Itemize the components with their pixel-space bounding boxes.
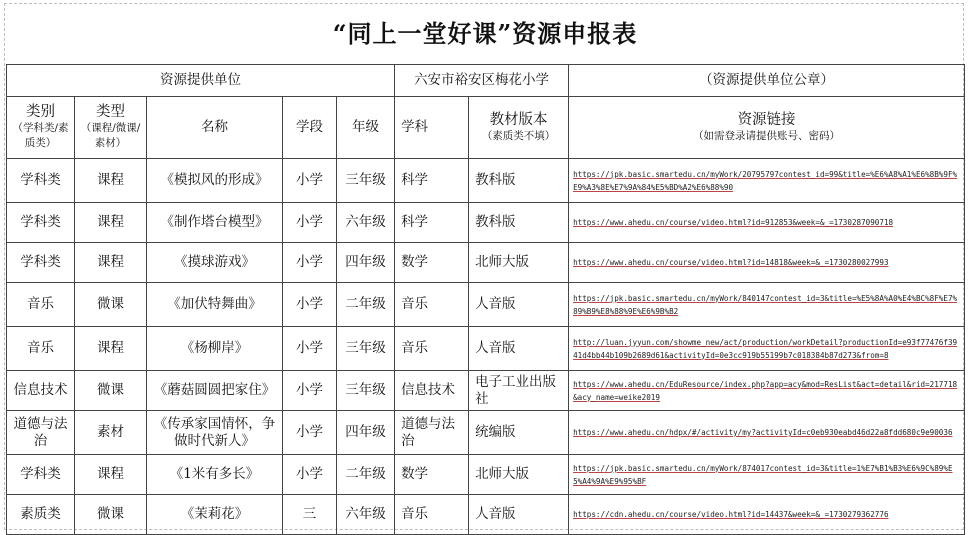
cell-category: 信息技术 — [7, 371, 75, 411]
table-row — [7, 411, 965, 455]
col-grade: 年级 — [337, 97, 395, 159]
cell-category: 素质类 — [7, 495, 75, 535]
cell-subject: 音乐 — [395, 495, 469, 535]
cell-category: 学科类 — [7, 159, 75, 203]
cell-stage: 小学 — [283, 455, 337, 495]
provider-label: 资源提供单位 — [7, 65, 395, 97]
cell-edition: 教科版 — [469, 203, 569, 243]
table-row — [7, 159, 965, 203]
form-title: “同上一堂好课”资源申报表 — [332, 19, 638, 48]
resource-link[interactable] — [569, 283, 965, 327]
col-type: 类型 （课程/微课/素材） — [75, 97, 147, 159]
cell-edition: 北师大版 — [469, 455, 569, 495]
cell-name: 《茉莉花》 — [147, 495, 283, 535]
cell-type: 微课 — [75, 283, 147, 327]
cell-stage: 小学 — [283, 203, 337, 243]
cell-stage: 小学 — [283, 243, 337, 283]
resource-link-text[interactable]: https://www.ahedu.cn/course/video.html?id=14818&week=&_=1730280027993 — [573, 258, 889, 267]
cell-type: 微课 — [75, 371, 147, 411]
cell-edition: 北师大版 — [469, 243, 569, 283]
table-row — [7, 327, 965, 371]
cell-grade: 三年级 — [337, 371, 395, 411]
resource-link-text[interactable]: https://www.ahedu.cn/EduResource/index.php?app=acy&mod=ResList&act=detail&rid=217718&acy_name=weike2019 — [573, 379, 958, 402]
table-row — [7, 371, 965, 411]
cell-name: 《杨柳岸》 — [147, 327, 283, 371]
resource-link-text[interactable]: https://jpk.basic.smartedu.cn/myWork/840147contest_id=3&title=%E5%8A%A0%E4%BC%8F%E7%89%B9%E8%88%9E%E6%9B%B2 — [573, 293, 958, 316]
column-header-row — [7, 97, 965, 159]
resource-link-text[interactable]: https://cdn.ahedu.cn/course/video.html?id=14437&week=&_=1730279362776 — [573, 510, 889, 519]
seal-note: （资源提供单位公章） — [569, 65, 965, 97]
cell-type: 课程 — [75, 243, 147, 283]
cell-stage: 小学 — [283, 283, 337, 327]
cell-grade: 三年级 — [337, 327, 395, 371]
cell-subject: 音乐 — [395, 327, 469, 371]
cell-subject: 信息技术 — [395, 371, 469, 411]
cell-stage: 小学 — [283, 371, 337, 411]
cell-name: 《蘑菇圆圆把家住》 — [147, 371, 283, 411]
cell-edition: 人音版 — [469, 495, 569, 535]
cell-name: 《1米有多长》 — [147, 455, 283, 495]
cell-category: 音乐 — [7, 327, 75, 371]
table-row — [7, 495, 965, 535]
cell-type: 课程 — [75, 455, 147, 495]
cell-grade: 六年级 — [337, 495, 395, 535]
cell-stage: 小学 — [283, 411, 337, 455]
cell-subject: 科学 — [395, 159, 469, 203]
cell-name: 《模拟风的形成》 — [147, 159, 283, 203]
data-rows — [7, 159, 965, 535]
cell-grade: 三年级 — [337, 159, 395, 203]
resource-link[interactable] — [569, 327, 965, 371]
cell-stage: 三 — [283, 495, 337, 535]
resource-link[interactable] — [569, 371, 965, 411]
cell-category: 学科类 — [7, 455, 75, 495]
cell-name: 《摸球游戏》 — [147, 243, 283, 283]
cell-type: 微课 — [75, 495, 147, 535]
cell-category: 音乐 — [7, 283, 75, 327]
resource-link[interactable] — [569, 159, 965, 203]
col-link: 资源链接 （如需登录请提供账号、密码） — [569, 97, 965, 159]
provider-value: 六安市裕安区梅花小学 — [395, 65, 569, 97]
resource-link-text[interactable]: https://www.ahedu.cn/hdpx/#/activity/my?activityId=c0eb930eabd46d22a8fdd680c9e90036 — [573, 428, 953, 437]
resource-table — [6, 64, 965, 535]
cell-edition: 人音版 — [469, 283, 569, 327]
col-name: 名称 — [147, 97, 283, 159]
cell-edition: 统编版 — [469, 411, 569, 455]
table-row — [7, 203, 965, 243]
cell-grade: 四年级 — [337, 243, 395, 283]
resource-link[interactable] — [569, 243, 965, 283]
cell-grade: 六年级 — [337, 203, 395, 243]
cell-category: 道德与法治 — [7, 411, 75, 455]
cell-name: 《加伏特舞曲》 — [147, 283, 283, 327]
cell-type: 课程 — [75, 327, 147, 371]
cell-subject: 科学 — [395, 203, 469, 243]
resource-link[interactable] — [569, 455, 965, 495]
cell-subject: 数学 — [395, 243, 469, 283]
cell-grade: 二年级 — [337, 283, 395, 327]
col-edition: 教材版本 （素质类不填） — [469, 97, 569, 159]
resource-link-text[interactable]: http://luan.jyyun.com/showme_new/act/production/workDetail?productionId=e93f77476f3941d4bb44b109b2689d61&activityId=0e3cc919b55199b7c018384b87d273&from=8 — [573, 337, 958, 360]
cell-grade: 四年级 — [337, 411, 395, 455]
cell-category: 学科类 — [7, 243, 75, 283]
resource-link[interactable] — [569, 203, 965, 243]
resource-link-text[interactable]: https://www.ahedu.cn/course/video.html?id=912853&week=&_=1730287090718 — [573, 218, 894, 227]
col-stage: 学段 — [283, 97, 337, 159]
cell-name: 《传承家国情怀，争做时代新人》 — [147, 411, 283, 455]
cell-name: 《制作塔台模型》 — [147, 203, 283, 243]
cell-subject: 道德与法治 — [395, 411, 469, 455]
col-subject: 学科 — [395, 97, 469, 159]
table-row — [7, 455, 965, 495]
table-row — [7, 283, 965, 327]
table-row — [7, 243, 965, 283]
resource-link-text[interactable]: https://jpk.basic.smartedu.cn/myWork/874017contest_id=3&title=1%E7%B1%B3%E6%9C%89%E5%A4%9A%E9%95%BF — [573, 463, 953, 486]
cell-subject: 音乐 — [395, 283, 469, 327]
cell-edition: 人音版 — [469, 327, 569, 371]
cell-subject: 数学 — [395, 455, 469, 495]
cell-grade: 二年级 — [337, 455, 395, 495]
cell-edition: 电子工业出版社 — [469, 371, 569, 411]
col-category: 类别 （学科类/素质类） — [7, 97, 75, 159]
resource-link[interactable] — [569, 495, 965, 535]
application-form — [4, 3, 964, 530]
cell-stage: 小学 — [283, 159, 337, 203]
cell-edition: 教科版 — [469, 159, 569, 203]
cell-stage: 小学 — [283, 327, 337, 371]
resource-link-text[interactable]: https://jpk.basic.smartedu.cn/myWork/20795797contest_id=99&title=%E6%A8%A1%E6%8B%9F%E9%A3%8E%E7%9A%84%E5%BD%A2%E6%88%90 — [573, 169, 958, 192]
cell-type: 素材 — [75, 411, 147, 455]
provider-header-row — [7, 65, 965, 97]
resource-link[interactable] — [569, 411, 965, 455]
cell-category: 学科类 — [7, 203, 75, 243]
cell-type: 课程 — [75, 159, 147, 203]
cell-type: 课程 — [75, 203, 147, 243]
